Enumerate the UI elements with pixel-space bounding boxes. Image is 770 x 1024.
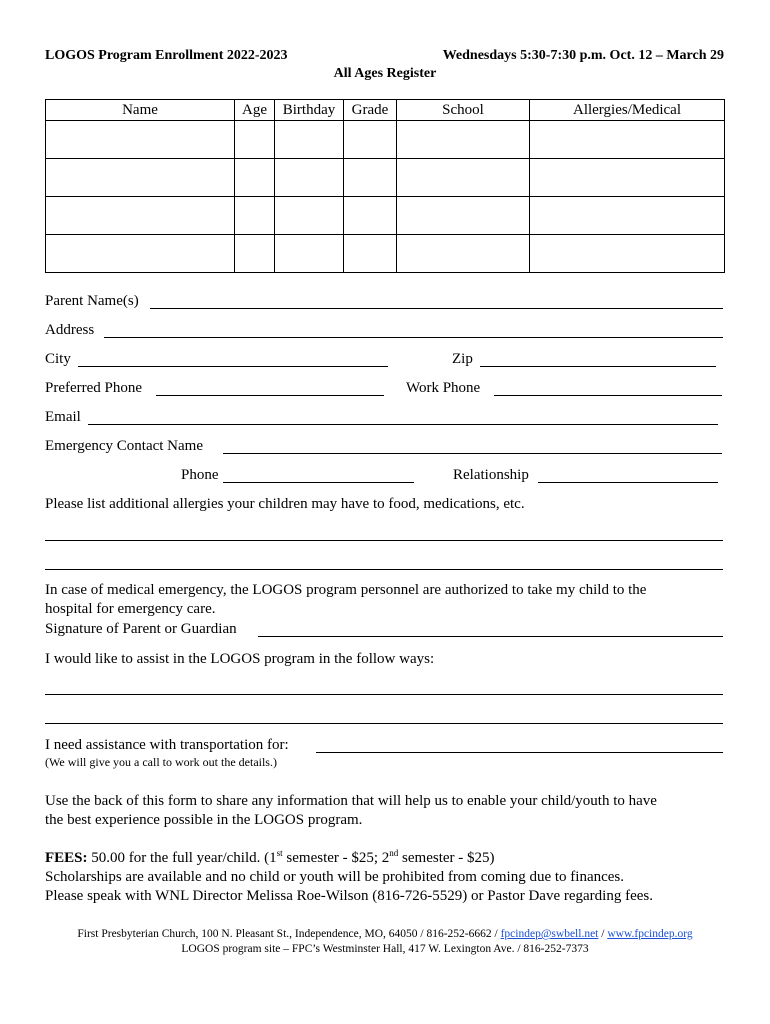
parent-names-label: Parent Name(s): [45, 293, 139, 309]
transport-line[interactable]: [316, 752, 723, 753]
grade-cell[interactable]: [344, 235, 397, 273]
footer-church-address: First Presbyterian Church, 100 N. Pleasant St., Independence, MO, 64050 / 816-252-6662 /: [77, 928, 501, 940]
footer-email-link[interactable]: fpcindep@swbell.net: [500, 928, 599, 940]
preferred-phone-label: Preferred Phone: [45, 380, 143, 396]
signature-label: Signature of Parent or Guardian: [45, 621, 237, 637]
age-cell[interactable]: [235, 197, 275, 235]
medical-authorization-text-2: hospital for emergency care.: [45, 601, 216, 617]
name-cell[interactable]: [46, 159, 235, 197]
footer-address: [0, 928, 770, 940]
fees-semester-2: semester - $25): [398, 850, 495, 866]
name-cell[interactable]: [46, 197, 235, 235]
work-phone-line[interactable]: [494, 395, 722, 396]
fees-contact-text: Please speak with WNL Director Melissa Roe-Wilson (816-726-5529) or Pastor Dave regarding fees.: [45, 888, 653, 904]
emergency-phone-label: Phone: [181, 467, 219, 483]
school-cell[interactable]: [397, 235, 530, 273]
birthday-cell[interactable]: [275, 159, 344, 197]
school-cell[interactable]: [397, 159, 530, 197]
school-cell[interactable]: [397, 121, 530, 159]
birthday-cell[interactable]: [275, 197, 344, 235]
grade-cell[interactable]: [344, 121, 397, 159]
fees-sup-1: st: [276, 848, 283, 858]
fees-amount: 50.00 for the full year/child. (1: [87, 850, 277, 866]
work-phone-label: Work Phone: [406, 380, 481, 396]
email-label: Email: [45, 409, 81, 425]
schedule: Wednesdays 5:30-7:30 p.m. Oct. 12 – March 29: [442, 48, 724, 63]
emergency-contact-line[interactable]: [223, 453, 722, 454]
parent-names-line[interactable]: [150, 308, 723, 309]
age-cell[interactable]: [235, 159, 275, 197]
medical-authorization-text: In case of medical emergency, the LOGOS program personnel are authorized to take my child to the: [45, 582, 647, 598]
relationship-line[interactable]: [538, 482, 718, 483]
column-header-grade: Grade: [344, 100, 397, 121]
allergies-cell[interactable]: [530, 121, 725, 159]
birthday-cell[interactable]: [275, 121, 344, 159]
form-subtitle: All Ages Register: [333, 66, 437, 81]
fees-sup-2: nd: [389, 848, 399, 858]
column-header-school: School: [397, 100, 530, 121]
footer-separator: /: [598, 928, 608, 940]
city-line[interactable]: [78, 366, 388, 367]
allergies-cell[interactable]: [530, 197, 725, 235]
transport-note: (We will give you a call to work out the details.): [45, 755, 277, 769]
table-row: [46, 235, 725, 273]
birthday-cell[interactable]: [275, 235, 344, 273]
signature-line[interactable]: [258, 636, 723, 637]
relationship-label: Relationship: [453, 467, 529, 483]
name-cell[interactable]: [46, 235, 235, 273]
address-line[interactable]: [104, 337, 723, 338]
table-row: [46, 159, 725, 197]
assist-line-1[interactable]: [45, 694, 723, 695]
city-label: City: [45, 351, 71, 367]
preferred-phone-line[interactable]: [156, 395, 384, 396]
allergies-prompt: Please list additional allergies your children may have to food, medications, etc.: [45, 496, 525, 512]
school-cell[interactable]: [397, 197, 530, 235]
fees-label: FEES:: [45, 850, 88, 866]
column-header-name: Name: [46, 100, 235, 121]
age-cell[interactable]: [235, 121, 275, 159]
transport-label: I need assistance with transportation for:: [45, 737, 289, 753]
table-header-row: [46, 100, 725, 121]
assist-prompt: I would like to assist in the LOGOS program in the follow ways:: [45, 651, 435, 667]
assist-line-2[interactable]: [45, 723, 723, 724]
emergency-contact-label: Emergency Contact Name: [45, 438, 203, 454]
address-label: Address: [45, 322, 95, 338]
age-cell[interactable]: [235, 235, 275, 273]
grade-cell[interactable]: [344, 159, 397, 197]
column-header-allergies: Allergies/Medical: [530, 100, 725, 121]
zip-line[interactable]: [480, 366, 716, 367]
allergies-line-1[interactable]: [45, 540, 723, 541]
back-note-text-2: the best experience possible in the LOGOS program.: [45, 812, 363, 828]
column-header-birthday: Birthday: [275, 100, 344, 121]
allergies-cell[interactable]: [530, 159, 725, 197]
emergency-phone-line[interactable]: [223, 482, 414, 483]
fees-text: [45, 849, 495, 868]
grade-cell[interactable]: [344, 197, 397, 235]
email-line[interactable]: [88, 424, 718, 425]
form-title: LOGOS Program Enrollment 2022-2023: [45, 48, 288, 63]
zip-label: Zip: [452, 351, 473, 367]
table-row: [46, 121, 725, 159]
scholarship-text: Scholarships are available and no child or youth will be prohibited from coming due to finances.: [45, 869, 625, 885]
enrollment-table: [45, 99, 725, 273]
table-row: [46, 197, 725, 235]
allergies-cell[interactable]: [530, 235, 725, 273]
name-cell[interactable]: [46, 121, 235, 159]
footer-program-site: LOGOS program site – FPC’s Westminster Hall, 417 W. Lexington Ave. / 816-252-7373: [181, 943, 589, 955]
fees-semester-1: semester - $25; 2: [282, 850, 390, 866]
footer-website-link[interactable]: www.fpcindep.org: [607, 928, 693, 940]
column-header-age: Age: [235, 100, 275, 121]
back-note-text: Use the back of this form to share any information that will help us to enable your child/youth to have: [45, 793, 657, 809]
allergies-line-2[interactable]: [45, 569, 723, 570]
